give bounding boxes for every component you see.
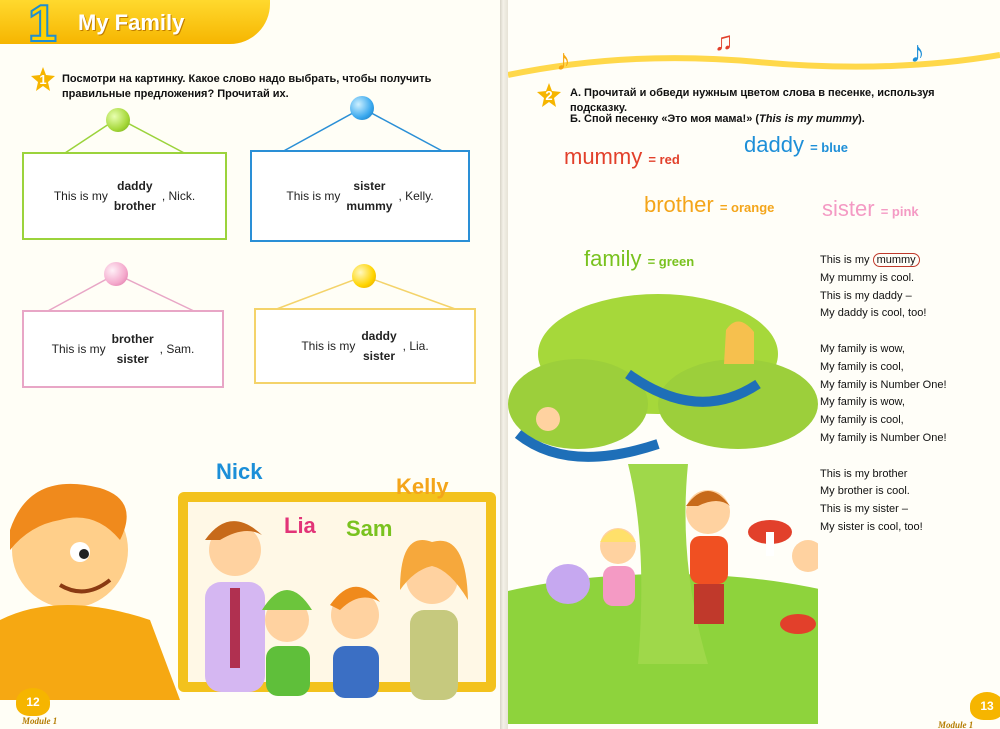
key-word: family <box>584 246 642 271</box>
choice-option[interactable]: daddy <box>361 329 397 343</box>
module-label: Module 1 <box>22 716 58 726</box>
key-word-daddy <box>744 132 848 158</box>
page-number: 12 <box>16 688 50 716</box>
unit-number: 1 <box>28 0 57 53</box>
choice-option[interactable]: sister <box>116 352 149 366</box>
word-choices <box>361 326 396 366</box>
task-1-number: 1 <box>39 71 47 87</box>
song-lyrics <box>820 252 947 555</box>
sign-suffix: , Nick. <box>161 189 196 203</box>
decorative-wave <box>508 30 1000 90</box>
song-line: My brother is cool. <box>820 485 910 498</box>
song-line: My family is wow, <box>820 396 905 409</box>
book-gutter <box>500 0 508 729</box>
sign-4 <box>254 264 478 386</box>
sign-prefix: This is my <box>53 189 108 203</box>
family-illustration <box>0 470 500 700</box>
sign-board <box>250 150 470 242</box>
key-color: = orange <box>719 200 775 215</box>
sign-suffix: , Kelly. <box>398 189 434 203</box>
key-word: sister <box>822 196 875 221</box>
key-color: = red <box>648 152 680 167</box>
word-choices <box>114 176 156 216</box>
task-2-star-icon <box>536 82 562 108</box>
module-label: Module 1 <box>938 720 974 729</box>
song-line: My family is cool, <box>820 414 904 427</box>
word-choices <box>346 176 392 216</box>
song-line: My daddy is cool, too! <box>820 307 927 320</box>
key-color: = green <box>647 254 695 269</box>
song-line: This is my daddy – <box>820 289 912 302</box>
instruction-b-end: ). <box>858 113 865 125</box>
choice-option[interactable]: sister <box>362 349 395 363</box>
stanza-3 <box>820 466 947 537</box>
name-label-kelly: Kelly <box>396 474 449 499</box>
sign-suffix: , Sam. <box>159 342 195 356</box>
page-number: 13 <box>970 692 1000 720</box>
sign-board <box>22 152 227 240</box>
key-word-brother <box>644 192 774 218</box>
song-line: My mummy is cool. <box>820 271 915 284</box>
sign-prefix: This is my <box>301 339 356 353</box>
task-1-instruction: Посмотри на картинку. Какое слово надо выбрать, чтобы получить правильные предложения? Прочитай их. <box>62 73 432 100</box>
stanza-2 <box>820 341 947 448</box>
sign-2 <box>250 96 472 248</box>
stanza-1 <box>820 252 947 323</box>
choice-option[interactable]: brother <box>111 332 154 346</box>
song-line: My family is Number One! <box>820 431 947 444</box>
task-2-number: 2 <box>545 87 553 103</box>
right-page <box>508 0 1000 729</box>
key-word-mummy <box>564 144 680 170</box>
sign-prefix: This is my <box>286 189 341 203</box>
sign-3 <box>22 262 226 390</box>
name-label-sam: Sam <box>346 516 393 541</box>
pin-icon <box>104 262 128 286</box>
choice-option[interactable]: sister <box>353 179 386 193</box>
sign-prefix: This is my <box>51 342 106 356</box>
choice-option[interactable]: brother <box>113 199 156 213</box>
key-word: mummy <box>564 144 643 169</box>
song-text: This is my <box>820 254 870 266</box>
sign-board <box>254 308 476 384</box>
song-line: This is my sister – <box>820 503 909 516</box>
choice-option[interactable]: daddy <box>117 179 153 193</box>
song-title: This is my mummy <box>759 113 859 125</box>
tree-scene-illustration <box>508 284 818 724</box>
key-word-family <box>584 246 694 272</box>
song-line: My family is Number One! <box>820 378 947 391</box>
sign-1 <box>22 108 232 240</box>
task-2-instruction-a: А. Прочитай и обведи нужным цветом слова в песенке, используя подсказку. <box>570 87 935 114</box>
sign-board <box>22 310 224 388</box>
song-line <box>820 252 947 270</box>
song-line: My family is cool, <box>820 360 904 373</box>
pin-icon <box>106 108 130 132</box>
song-line: This is my brother <box>820 467 908 480</box>
name-label-lia: Lia <box>284 513 316 538</box>
unit-title: My Family <box>78 10 185 35</box>
song-line: My sister is cool, too! <box>820 520 923 533</box>
song-line: My family is wow, <box>820 342 905 355</box>
key-color: = blue <box>810 140 849 155</box>
svg-text:♫: ♫ <box>714 30 734 56</box>
task-2-instruction-b <box>570 112 970 127</box>
instruction-b-text: Б. Спой песенку «Это моя мама!» ( <box>570 113 760 125</box>
key-word: brother <box>644 192 714 217</box>
key-word: daddy <box>744 132 804 157</box>
svg-text:♪: ♪ <box>910 36 925 69</box>
choice-option[interactable]: mummy <box>346 199 393 213</box>
key-word-sister <box>822 196 919 222</box>
pin-icon <box>350 96 374 120</box>
name-label-nick: Nick <box>216 459 263 484</box>
word-choices <box>112 329 154 369</box>
task-1-star-icon <box>30 66 56 92</box>
pin-icon <box>352 264 376 288</box>
circled-word: mummy <box>873 253 920 267</box>
unit-banner <box>0 0 270 53</box>
svg-text:♪: ♪ <box>556 44 571 77</box>
sign-suffix: , Lia. <box>402 339 429 353</box>
key-color: = pink <box>880 204 919 219</box>
